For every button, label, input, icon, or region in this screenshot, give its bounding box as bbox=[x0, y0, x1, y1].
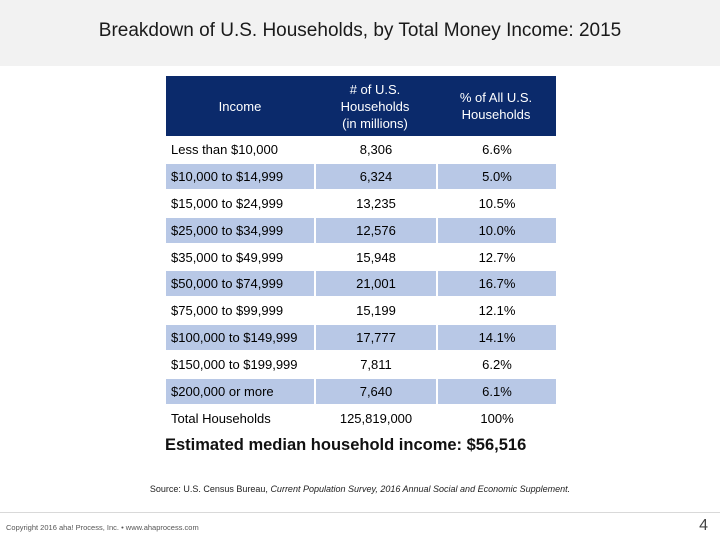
income-table bbox=[166, 76, 556, 432]
table-row bbox=[166, 351, 556, 378]
percent-cell: 6.2% bbox=[482, 357, 512, 373]
header-percent: % of All U.S. Households bbox=[459, 90, 533, 122]
table-row bbox=[166, 190, 556, 217]
income-cell: $100,000 to $149,999 bbox=[171, 330, 298, 346]
households-cell: 125,819,000 bbox=[339, 410, 413, 426]
copyright: Copyright 2016 aha! Process, Inc. • www.ahaprocess.com bbox=[6, 523, 199, 532]
table-row bbox=[166, 136, 556, 163]
households-cell: 15,199 bbox=[356, 303, 396, 319]
percent-cell: 100% bbox=[480, 410, 514, 426]
households-cell: 6,324 bbox=[359, 168, 393, 184]
income-cell: $150,000 to $199,999 bbox=[171, 357, 298, 373]
percent-cell: 10.5% bbox=[478, 195, 516, 211]
page-title: Breakdown of U.S. Households, by Total Money Income: 2015 bbox=[98, 20, 622, 41]
households-cell: 12,576 bbox=[356, 222, 396, 238]
source-title: Current Population Survey, 2016 Annual Social and Economic Supplement. bbox=[270, 484, 571, 494]
percent-cell: 6.1% bbox=[482, 383, 512, 399]
households-cell: 13,235 bbox=[356, 195, 396, 211]
percent-cell: 12.7% bbox=[478, 249, 516, 265]
income-cell: $200,000 or more bbox=[171, 383, 274, 399]
percent-cell: 6.6% bbox=[482, 141, 512, 157]
total-row bbox=[166, 405, 556, 432]
income-cell: $10,000 to $14,999 bbox=[171, 168, 284, 184]
income-cell: $50,000 to $74,999 bbox=[171, 276, 284, 292]
table-row bbox=[166, 217, 556, 244]
header-households: # of U.S. Households (in millions) bbox=[340, 81, 410, 131]
income-cell: Total Households bbox=[171, 410, 271, 426]
income-cell: Less than $10,000 bbox=[171, 141, 278, 157]
households-cell: 21,001 bbox=[356, 276, 396, 292]
households-cell: 8,306 bbox=[359, 141, 393, 157]
households-cell: 17,777 bbox=[356, 330, 396, 346]
income-cell: $15,000 to $24,999 bbox=[171, 195, 284, 211]
table-row bbox=[166, 324, 556, 351]
income-cell: $75,000 to $99,999 bbox=[171, 303, 284, 319]
table-row bbox=[166, 378, 556, 405]
income-cell: $35,000 to $49,999 bbox=[171, 249, 284, 265]
footer-divider bbox=[0, 512, 720, 513]
table-header bbox=[166, 76, 556, 136]
header-income: Income bbox=[218, 98, 262, 114]
percent-cell: 14.1% bbox=[478, 330, 516, 346]
table-row bbox=[166, 244, 556, 271]
percent-cell: 10.0% bbox=[478, 222, 516, 238]
percent-cell: 5.0% bbox=[482, 168, 512, 184]
households-cell: 15,948 bbox=[356, 249, 396, 265]
table-body bbox=[166, 136, 556, 432]
percent-cell: 12.1% bbox=[478, 303, 516, 319]
page-number: 4 bbox=[699, 517, 708, 534]
median-income: Estimated median household income: $56,516 bbox=[165, 436, 527, 454]
table-row bbox=[166, 163, 556, 190]
source-note bbox=[0, 484, 720, 494]
table-row bbox=[166, 270, 556, 297]
source-prefix: Source: U.S. Census Bureau, bbox=[149, 484, 271, 494]
percent-cell: 16.7% bbox=[478, 276, 516, 292]
households-cell: 7,811 bbox=[360, 357, 392, 373]
table-row bbox=[166, 297, 556, 324]
income-cell: $25,000 to $34,999 bbox=[171, 222, 284, 238]
households-cell: 7,640 bbox=[359, 383, 393, 399]
